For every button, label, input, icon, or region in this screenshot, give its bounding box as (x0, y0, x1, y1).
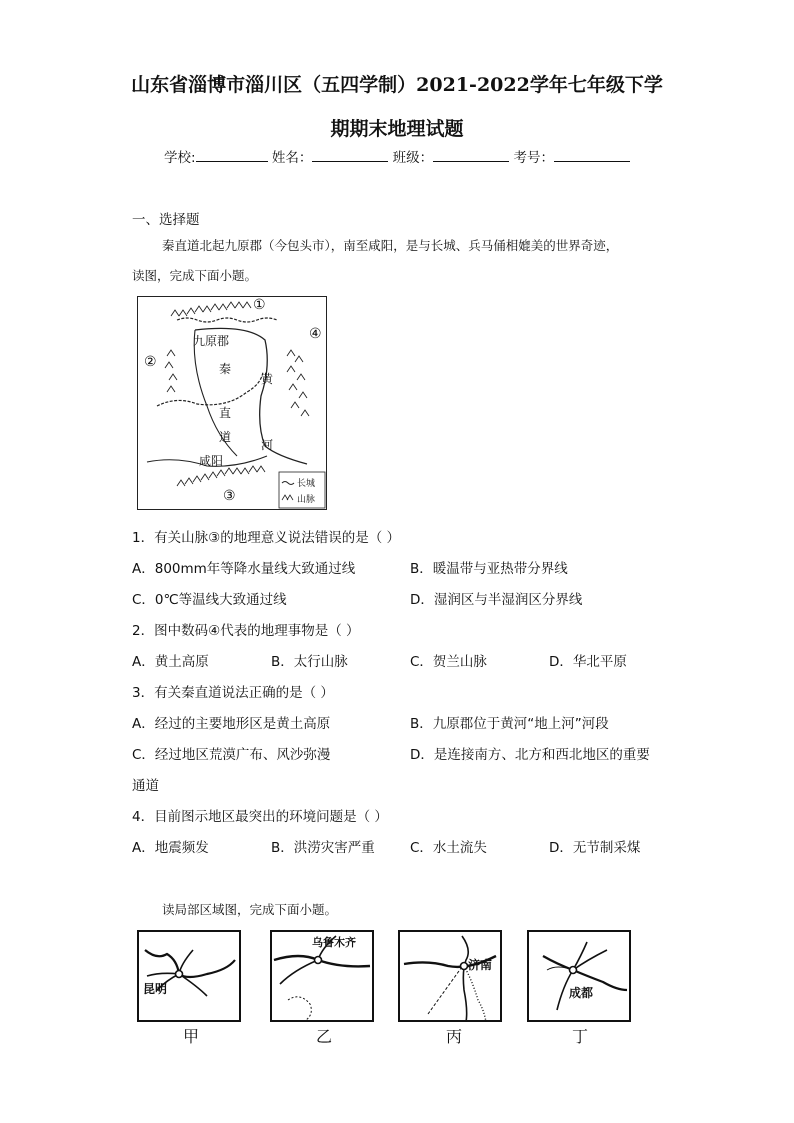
q1-option-d[interactable]: D．湿润区与半湿润区分界线 (410, 592, 583, 608)
q1-option-a[interactable]: A．800mm年等降水量线大致通过线 (132, 561, 356, 577)
small-map-bing-graphic (398, 930, 502, 1022)
caption-bing: 丙 (446, 1027, 463, 1046)
student-info (164, 146, 630, 166)
caption-yi: 乙 (316, 1027, 333, 1046)
q2-option-a[interactable]: A．黄土高原 (132, 654, 209, 670)
legend-wall-label: 长城 (297, 479, 316, 489)
number-label: 考号： (513, 150, 554, 166)
passage2: 读局部区域图，完成下面小题。 (162, 902, 338, 917)
qin-straight-road-map (137, 296, 327, 510)
small-map-ding (527, 930, 631, 1022)
q4-option-d[interactable]: D．无节制采煤 (549, 840, 641, 856)
q4-option-b[interactable]: B．洪涝灾害严重 (271, 840, 375, 856)
school-label: 学校: (164, 150, 196, 166)
city-jinan: 济南 (468, 958, 493, 972)
label-xianyang: 咸阳 (199, 454, 224, 468)
label-1: ① (253, 297, 266, 313)
city-urumqi: 乌鲁木齐 (312, 936, 356, 949)
q3-option-d-continuation: 通道 (132, 778, 159, 794)
class-label: 班级： (392, 150, 434, 166)
q3-option-c[interactable]: C．经过地区荒漠广布、风沙弥漫 (132, 747, 331, 763)
small-map-ding-graphic (527, 930, 631, 1022)
q4-option-a[interactable]: A．地震频发 (132, 840, 209, 856)
number-field[interactable] (554, 149, 630, 162)
q1-option-b[interactable]: B．暖温带与亚热带分界线 (410, 561, 568, 577)
q2-option-d[interactable]: D．华北平原 (549, 654, 627, 670)
small-map-jia-graphic (137, 930, 241, 1022)
city-chengdu: 成都 (569, 986, 594, 1000)
q3-option-d[interactable]: D．是连接南方、北方和西北地区的重要 (410, 747, 650, 763)
label-dao: 道 (219, 430, 232, 444)
name-field[interactable] (312, 149, 388, 162)
legend-mountain-label: 山脉 (297, 495, 316, 505)
class-field[interactable] (433, 149, 509, 162)
q4-option-c[interactable]: C．水土流失 (410, 840, 487, 856)
page-title-line2: 期期末地理试题 (330, 118, 464, 140)
caption-ding: 丁 (572, 1027, 589, 1046)
q1-option-c[interactable]: C．0℃等温线大致通过线 (132, 592, 287, 608)
question-1-stem: 1．有关山脉③的地理意义说法错误的是（ ） (132, 530, 400, 546)
label-jiuyuan: 九原郡 (193, 334, 230, 348)
q3-option-a[interactable]: A．经过的主要地形区是黄土高原 (132, 716, 331, 732)
passage1-line2: 读图，完成下面小题。 (132, 268, 258, 283)
question-4-stem: 4．目前图示地区最突出的环境问题是（ ） (132, 809, 388, 825)
small-map-yi (270, 930, 374, 1022)
caption-jia: 甲 (183, 1027, 200, 1046)
label-zhi: 直 (219, 406, 232, 420)
name-label: 姓名： (271, 150, 313, 166)
q2-option-c[interactable]: C．贺兰山脉 (410, 654, 487, 670)
label-he: 河 (261, 438, 274, 452)
city-kunming: 昆明 (143, 982, 168, 996)
question-2-stem: 2．图中数码④代表的地理事物是（ ） (132, 623, 360, 639)
label-huang: 黄 (261, 372, 274, 386)
label-2: ② (144, 354, 157, 370)
passage1-line1: 秦直道北起九原郡（今包头市），南至咸阳，是与长城、兵马俑相媲美的世界奇迹， (162, 238, 619, 253)
label-4: ④ (309, 326, 322, 342)
small-map-jia (137, 930, 241, 1022)
section-heading: 一、选择题 (132, 212, 200, 228)
small-map-bing (398, 930, 502, 1022)
q3-option-b[interactable]: B．九原郡位于黄河“地上河”河段 (410, 716, 609, 732)
question-3-stem: 3．有关秦直道说法正确的是（ ） (132, 685, 334, 701)
q2-option-b[interactable]: B．太行山脉 (271, 654, 348, 670)
label-3: ③ (223, 488, 236, 504)
school-field[interactable] (196, 149, 268, 162)
label-qin: 秦 (219, 362, 232, 376)
page-title-line1: 山东省淄博市淄川区（五四学制）2021-2022学年七年级下学 (131, 74, 663, 96)
